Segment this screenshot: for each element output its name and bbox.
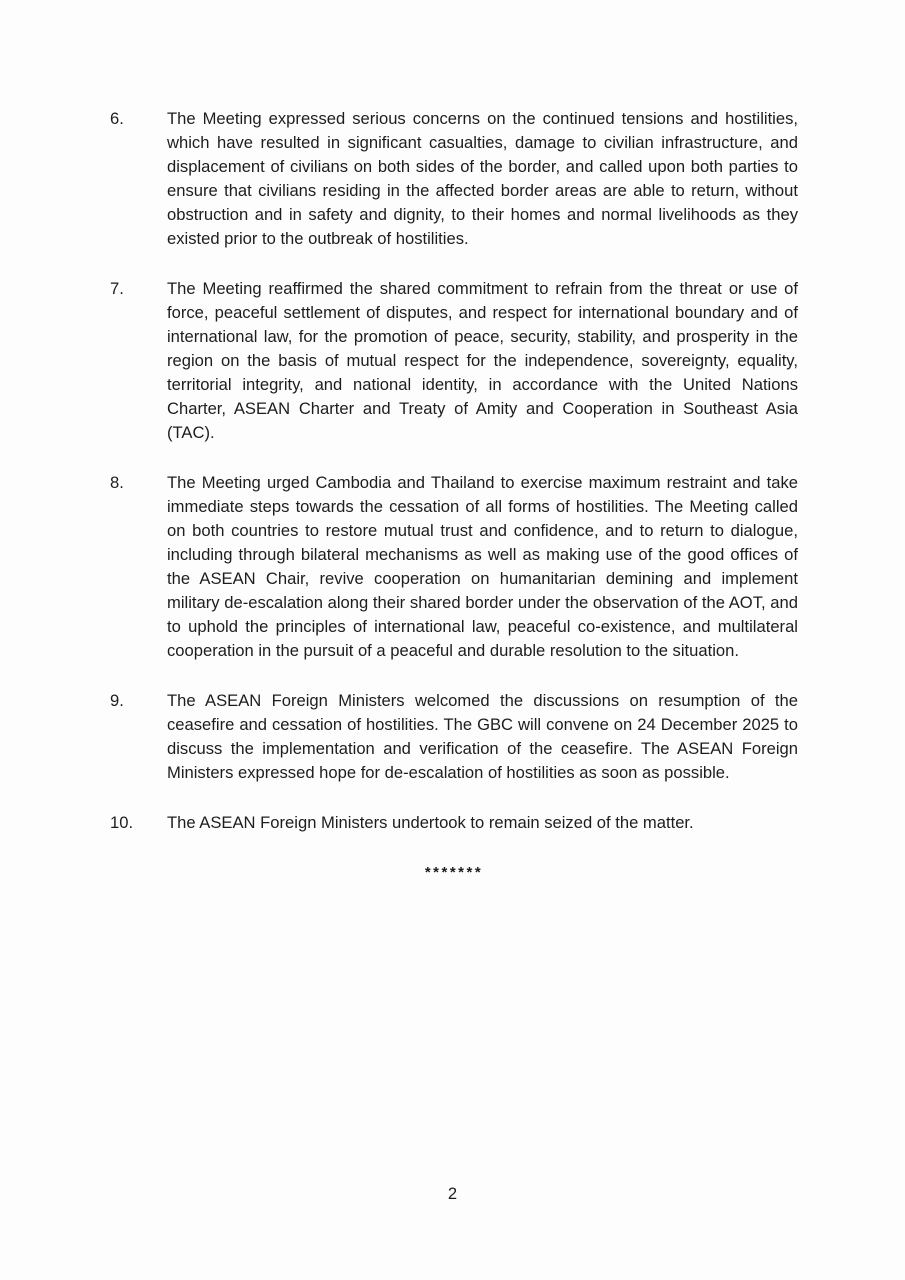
item-text: The ASEAN Foreign Ministers undertook to remain seized of the matter. bbox=[167, 813, 694, 832]
item-number: 7. bbox=[110, 279, 124, 298]
item-number: 9. bbox=[110, 691, 124, 710]
paragraph-item-8 bbox=[110, 471, 798, 663]
item-number: 10. bbox=[110, 813, 134, 832]
item-text: The ASEAN Foreign Ministers welcomed the discussions on resumption of the ceasefire and cessation of hostilities. The GBC will convene on 24 December 2025 to discuss the implementation and verification of the ceasefire. The ASEAN Foreign Ministers expressed hope for de-escalation of hostilities as soon as possible. bbox=[167, 691, 798, 782]
document-body bbox=[110, 107, 798, 885]
page-number: 2 bbox=[447, 1184, 458, 1203]
item-number: 8. bbox=[110, 473, 124, 492]
paragraph-item-7 bbox=[110, 277, 798, 445]
item-number: 6. bbox=[110, 109, 124, 128]
asterisk-separator: ******* bbox=[424, 864, 484, 881]
item-text: The Meeting reaffirmed the shared commitment to refrain from the threat or use of force, peaceful settlement of disputes, and respect for international boundary and of international law, for the promotion of peace, security, stability, and prosperity in the region on the basis of mutual respect for the independence, sovereignty, equality, territorial integrity, and national identity, in accordance with the United Nations Charter, ASEAN Charter and Treaty of Amity and Cooperation in Southeast Asia (TAC). bbox=[167, 279, 798, 442]
paragraph-item-6 bbox=[110, 107, 798, 251]
item-text: The Meeting urged Cambodia and Thailand to exercise maximum restraint and take immediate steps towards the cessation of all forms of hostilities. The Meeting called on both countries to restore mutual trust and confidence, and to return to dialogue, including through bilateral mechanisms as well as making use of the good offices of the ASEAN Chair, revive cooperation on humanitarian demining and implement military de-escalation along their shared border under the observation of the AOT, and to uphold the principles of international law, peaceful co-existence, and multilateral cooperation in the pursuit of a peaceful and durable resolution to the situation. bbox=[167, 473, 798, 660]
item-text: The Meeting expressed serious concerns on the continued tensions and hostilities, which have resulted in significant casualties, damage to civilian infrastructure, and displacement of civilians on both sides of the border, and called upon both parties to ensure that civilians residing in the affected border areas are able to return, without obstruction and in safety and dignity, to their homes and normal livelihoods as they existed prior to the outbreak of hostilities. bbox=[167, 109, 798, 248]
paragraph-item-10 bbox=[110, 811, 798, 835]
paragraph-item-9 bbox=[110, 689, 798, 785]
